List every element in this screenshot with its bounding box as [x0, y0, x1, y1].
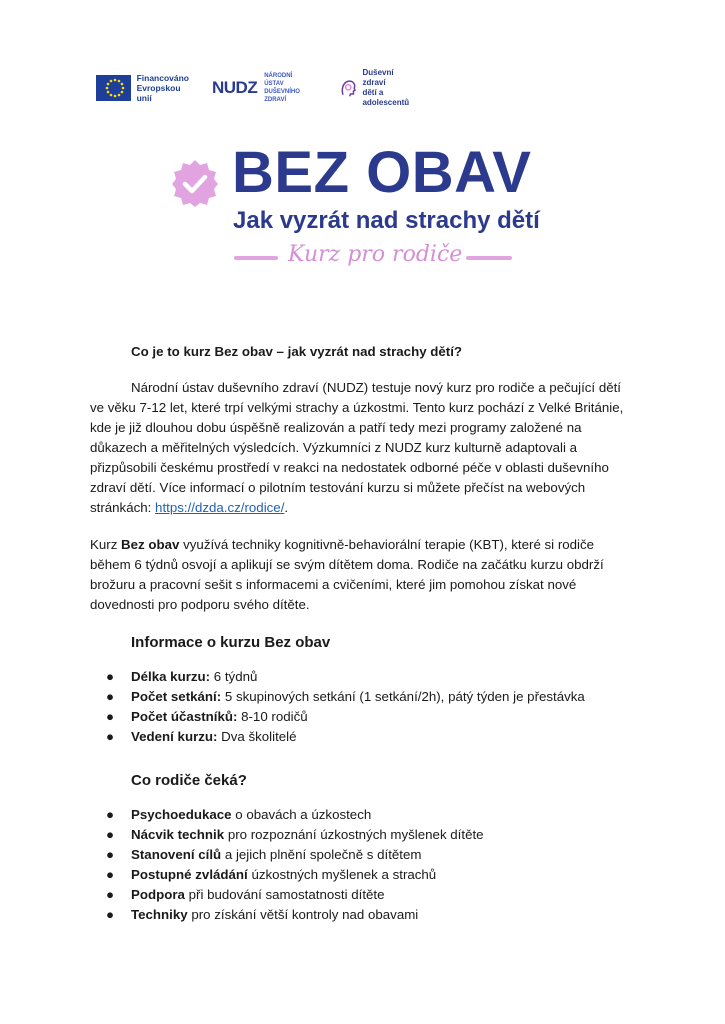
bullet-icon: ● — [106, 689, 115, 704]
website-link[interactable]: https://dzda.cz/rodice/ — [155, 500, 285, 515]
list-item-label: Psychoedukace — [131, 807, 232, 822]
dzda-logo-text: Duševní zdraví dětí a adolescentů — [362, 68, 410, 107]
list-item — [90, 905, 635, 925]
main-content — [90, 342, 635, 925]
list-item — [90, 707, 635, 727]
list-item-value: 5 skupinových setkání (1 setkání/2h), pátý týden je přestávka — [221, 689, 585, 704]
list-item-label: Podpora — [131, 887, 185, 902]
nudz-logo-text: NÁRODNÍ ÚSTAV DUŠEVNÍHO ZDRAVÍ — [264, 73, 300, 103]
list-item-value: při budování samostatnosti dítěte — [184, 887, 385, 902]
bullet-icon: ● — [106, 709, 115, 724]
hero-tagline: Kurz pro rodiče — [288, 242, 463, 267]
list-item-value: pro získání větší kontroly nad obavami — [187, 907, 419, 922]
list-item — [90, 727, 635, 747]
hero-title: BEZ OBAV — [232, 140, 532, 205]
eu-logo-text: Financováno Evropskou unií — [136, 73, 190, 103]
course-paragraph-lead: Kurz — [90, 537, 122, 552]
bullet-icon: ● — [106, 827, 115, 842]
list-item-value: o obavách a úzkostech — [231, 807, 372, 822]
bullet-icon: ● — [106, 807, 115, 822]
list-item-label: Postupné zvládání — [131, 867, 248, 882]
check-badge-icon — [170, 158, 220, 208]
link-suffix: . — [284, 500, 289, 515]
dzda-logo — [340, 68, 415, 107]
list-item — [90, 825, 635, 845]
tagline-left-line — [234, 256, 278, 260]
bullet-icon: ● — [106, 847, 115, 862]
list-item-label: Vedení kurzu: — [131, 729, 218, 744]
intro-paragraph-text: Národní ústav duševního zdraví (NUDZ) testuje nový kurz pro rodiče a pečující dětí ve věku 7-12 let, které trpí velkými strachy a úzkostmi. Tento kurz pochází z Velké Británie, kde je již dlouhou dobu úspěšně realizován a patří tedy mezi programy založené na důkazech a měřitelných výsledcích. Výzkumníci z NUDZ kurz kulturně adaptovali a přizpůsobili českému prostředí v reakci na nedostatek odborné péče v oblasti duševního zdraví dětí. Více informací o pilotním testování kurzu si můžete přečíst na webových stránkách: — [90, 380, 624, 515]
list-item — [90, 687, 635, 707]
section-heading-expect: Co rodiče čeká? — [131, 772, 247, 789]
list-item-label: Počet setkání: — [131, 689, 222, 704]
bullet-icon: ● — [106, 867, 115, 882]
list-item — [90, 805, 635, 825]
info-list — [90, 667, 635, 747]
list-item-label: Počet účastníků: — [131, 709, 238, 724]
list-item — [90, 865, 635, 885]
list-item-value: 8-10 rodičů — [237, 709, 308, 724]
head-profile-icon — [340, 75, 356, 101]
course-name-bold: Bez obav — [121, 537, 180, 552]
eu-flag-icon — [96, 75, 131, 101]
nudz-logo — [212, 72, 300, 104]
list-item — [90, 885, 635, 905]
list-item-label: Stanovení cílů — [131, 847, 222, 862]
expect-list — [90, 805, 635, 925]
intro-heading: Co je to kurz Bez obav – jak vyzrát nad strachy dětí? — [131, 344, 463, 359]
list-item-value: Dva školitelé — [217, 729, 297, 744]
bullet-icon: ● — [106, 887, 115, 902]
list-item-value: pro rozpoznání úzkostných myšlenek dítěte — [224, 827, 484, 842]
list-item-label: Délka kurzu: — [131, 669, 211, 684]
list-item — [90, 667, 635, 687]
bullet-icon: ● — [106, 729, 115, 744]
list-item-label: Nácvik technik — [131, 827, 225, 842]
course-paragraph-text: využívá techniky kognitivně-behaviorální terapie (KBT), které si rodiče během 6 týdnů osvojí a aplikují se svým dítětem doma. Rodiče na začátku kurzu obdrží brožuru a pracovní sešit s informacemi a cvičeními, které jim pomohou získat nové dovednosti pro podporu svého dítěte. — [90, 537, 604, 612]
bullet-icon: ● — [106, 669, 115, 684]
nudz-logo-mark: NUDZ — [212, 78, 258, 97]
section-heading-info: Informace o kurzu Bez obav — [131, 634, 331, 651]
list-item-value: a jejich plnění společně s dítětem — [221, 847, 422, 862]
list-item-value: 6 týdnů — [210, 669, 258, 684]
eu-logo — [96, 72, 192, 104]
course-paragraph — [90, 535, 635, 615]
list-item-label: Techniky — [131, 907, 188, 922]
intro-paragraph — [90, 378, 635, 518]
list-item-value: úzkostných myšlenek a strachů — [247, 867, 437, 882]
bullet-icon: ● — [106, 907, 115, 922]
list-item — [90, 845, 635, 865]
hero-subtitle: Jak vyzrát nad strachy dětí — [233, 207, 540, 234]
tagline-right-line — [466, 256, 512, 260]
